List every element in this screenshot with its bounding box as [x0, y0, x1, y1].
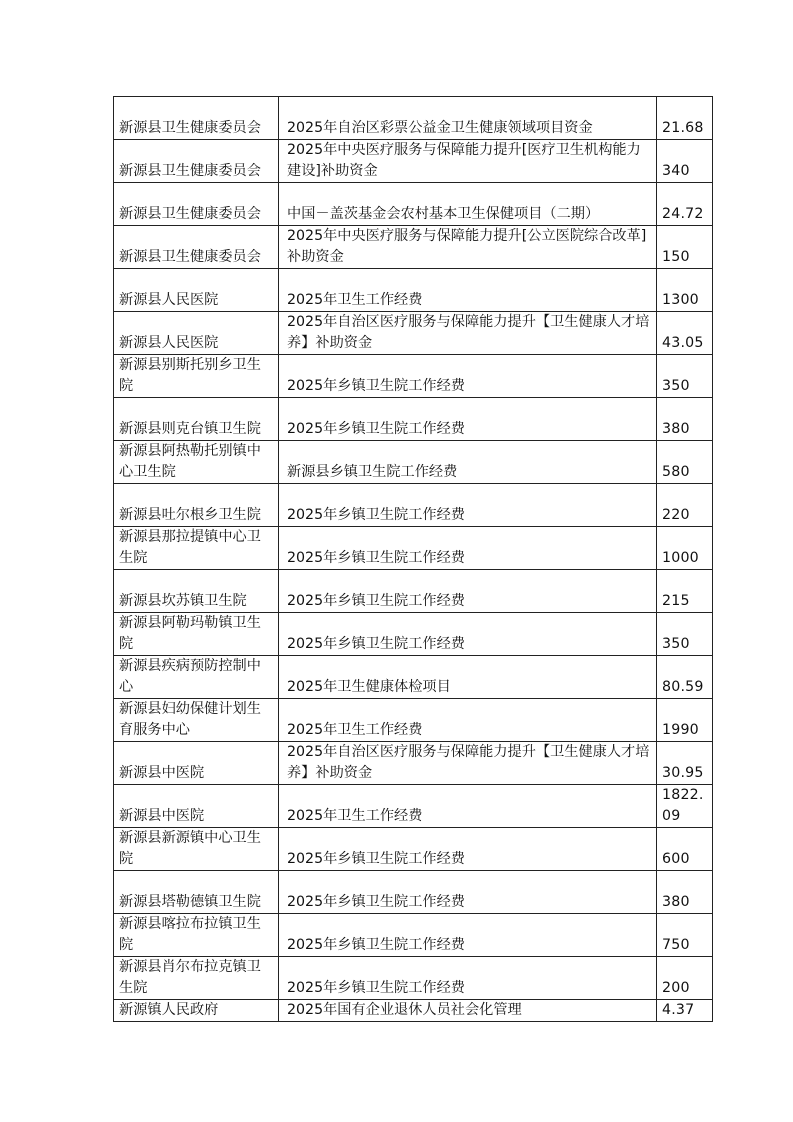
unit-cell: 新源县疾病预防控制中心 [114, 656, 279, 699]
project-cell: 2025年自治区医疗服务与保障能力提升【卫生健康人才培养】补助资金 [279, 312, 657, 355]
table-row [114, 1000, 713, 1022]
unit-cell: 新源县人民医院 [114, 312, 279, 355]
unit-cell: 新源县卫生健康委员会 [114, 183, 279, 226]
project-cell: 2025年中央医疗服务与保障能力提升[公立医院综合改革]补助资金 [279, 226, 657, 269]
table-row [114, 613, 713, 656]
project-cell: 2025年乡镇卫生院工作经费 [279, 957, 657, 1000]
amount-cell: 1300 [657, 269, 713, 312]
table-row [114, 527, 713, 570]
project-cell: 2025年卫生工作经费 [279, 699, 657, 742]
amount-cell: 350 [657, 613, 713, 656]
project-cell: 2025年乡镇卫生院工作经费 [279, 613, 657, 656]
unit-cell: 新源县坎苏镇卫生院 [114, 570, 279, 613]
amount-cell: 21.68 [657, 97, 713, 140]
project-cell: 2025年自治区医疗服务与保障能力提升【卫生健康人才培养】补助资金 [279, 742, 657, 785]
unit-cell: 新源县阿勒玛勒镇卫生院 [114, 613, 279, 656]
table-row [114, 312, 713, 355]
table-row [114, 226, 713, 269]
unit-cell: 新源县则克台镇卫生院 [114, 398, 279, 441]
unit-cell: 新源县卫生健康委员会 [114, 97, 279, 140]
table-row [114, 828, 713, 871]
table-row [114, 140, 713, 183]
unit-cell: 新源县中医院 [114, 785, 279, 828]
unit-cell: 新源县那拉提镇中心卫生院 [114, 527, 279, 570]
table-row [114, 914, 713, 957]
unit-cell: 新源县别斯托别乡卫生院 [114, 355, 279, 398]
amount-cell: 600 [657, 828, 713, 871]
table-row [114, 570, 713, 613]
table-row [114, 656, 713, 699]
amount-cell: 340 [657, 140, 713, 183]
unit-cell: 新源县塔勒德镇卫生院 [114, 871, 279, 914]
amount-cell: 1990 [657, 699, 713, 742]
unit-cell: 新源县新源镇中心卫生院 [114, 828, 279, 871]
project-cell: 2025年卫生工作经费 [279, 785, 657, 828]
table-row [114, 398, 713, 441]
unit-cell: 新源县喀拉布拉镇卫生院 [114, 914, 279, 957]
project-cell: 2025年乡镇卫生院工作经费 [279, 484, 657, 527]
unit-cell: 新源县人民医院 [114, 269, 279, 312]
project-cell: 2025年乡镇卫生院工作经费 [279, 871, 657, 914]
project-cell: 2025年乡镇卫生院工作经费 [279, 355, 657, 398]
table-row [114, 97, 713, 140]
unit-cell: 新源县妇幼保健计划生育服务中心 [114, 699, 279, 742]
unit-cell: 新源县吐尔根乡卫生院 [114, 484, 279, 527]
table-row [114, 183, 713, 226]
table-row [114, 785, 713, 828]
amount-cell: 1822.09 [657, 785, 713, 828]
project-cell: 2025年卫生工作经费 [279, 269, 657, 312]
project-cell: 2025年乡镇卫生院工作经费 [279, 570, 657, 613]
project-cell: 2025年乡镇卫生院工作经费 [279, 527, 657, 570]
table-row [114, 957, 713, 1000]
amount-cell: 4.37 [657, 1000, 713, 1022]
unit-cell: 新源县肖尔布拉克镇卫生院 [114, 957, 279, 1000]
table-row [114, 742, 713, 785]
project-cell: 中国－盖茨基金会农村基本卫生保健项目（二期） [279, 183, 657, 226]
project-cell: 2025年国有企业退休人员社会化管理 [279, 1000, 657, 1022]
amount-cell: 43.05 [657, 312, 713, 355]
unit-cell: 新源县卫生健康委员会 [114, 140, 279, 183]
amount-cell: 350 [657, 355, 713, 398]
unit-cell: 新源县卫生健康委员会 [114, 226, 279, 269]
table-row [114, 484, 713, 527]
amount-cell: 150 [657, 226, 713, 269]
project-cell: 2025年乡镇卫生院工作经费 [279, 914, 657, 957]
project-cell: 2025年中央医疗服务与保障能力提升[医疗卫生机构能力建设]补助资金 [279, 140, 657, 183]
project-cell: 2025年乡镇卫生院工作经费 [279, 398, 657, 441]
project-cell: 新源县乡镇卫生院工作经费 [279, 441, 657, 484]
amount-cell: 200 [657, 957, 713, 1000]
amount-cell: 220 [657, 484, 713, 527]
project-cell: 2025年乡镇卫生院工作经费 [279, 828, 657, 871]
amount-cell: 380 [657, 398, 713, 441]
unit-cell: 新源县阿热勒托别镇中心卫生院 [114, 441, 279, 484]
amount-cell: 1000 [657, 527, 713, 570]
table-row [114, 871, 713, 914]
funding-table-body [114, 97, 713, 1022]
unit-cell: 新源镇人民政府 [114, 1000, 279, 1022]
unit-cell: 新源县中医院 [114, 742, 279, 785]
project-cell: 2025年卫生健康体检项目 [279, 656, 657, 699]
funding-table [113, 96, 713, 1022]
amount-cell: 750 [657, 914, 713, 957]
amount-cell: 215 [657, 570, 713, 613]
table-row [114, 441, 713, 484]
amount-cell: 380 [657, 871, 713, 914]
table-row [114, 355, 713, 398]
amount-cell: 580 [657, 441, 713, 484]
table-row [114, 269, 713, 312]
amount-cell: 80.59 [657, 656, 713, 699]
amount-cell: 30.95 [657, 742, 713, 785]
amount-cell: 24.72 [657, 183, 713, 226]
project-cell: 2025年自治区彩票公益金卫生健康领域项目资金 [279, 97, 657, 140]
table-row [114, 699, 713, 742]
